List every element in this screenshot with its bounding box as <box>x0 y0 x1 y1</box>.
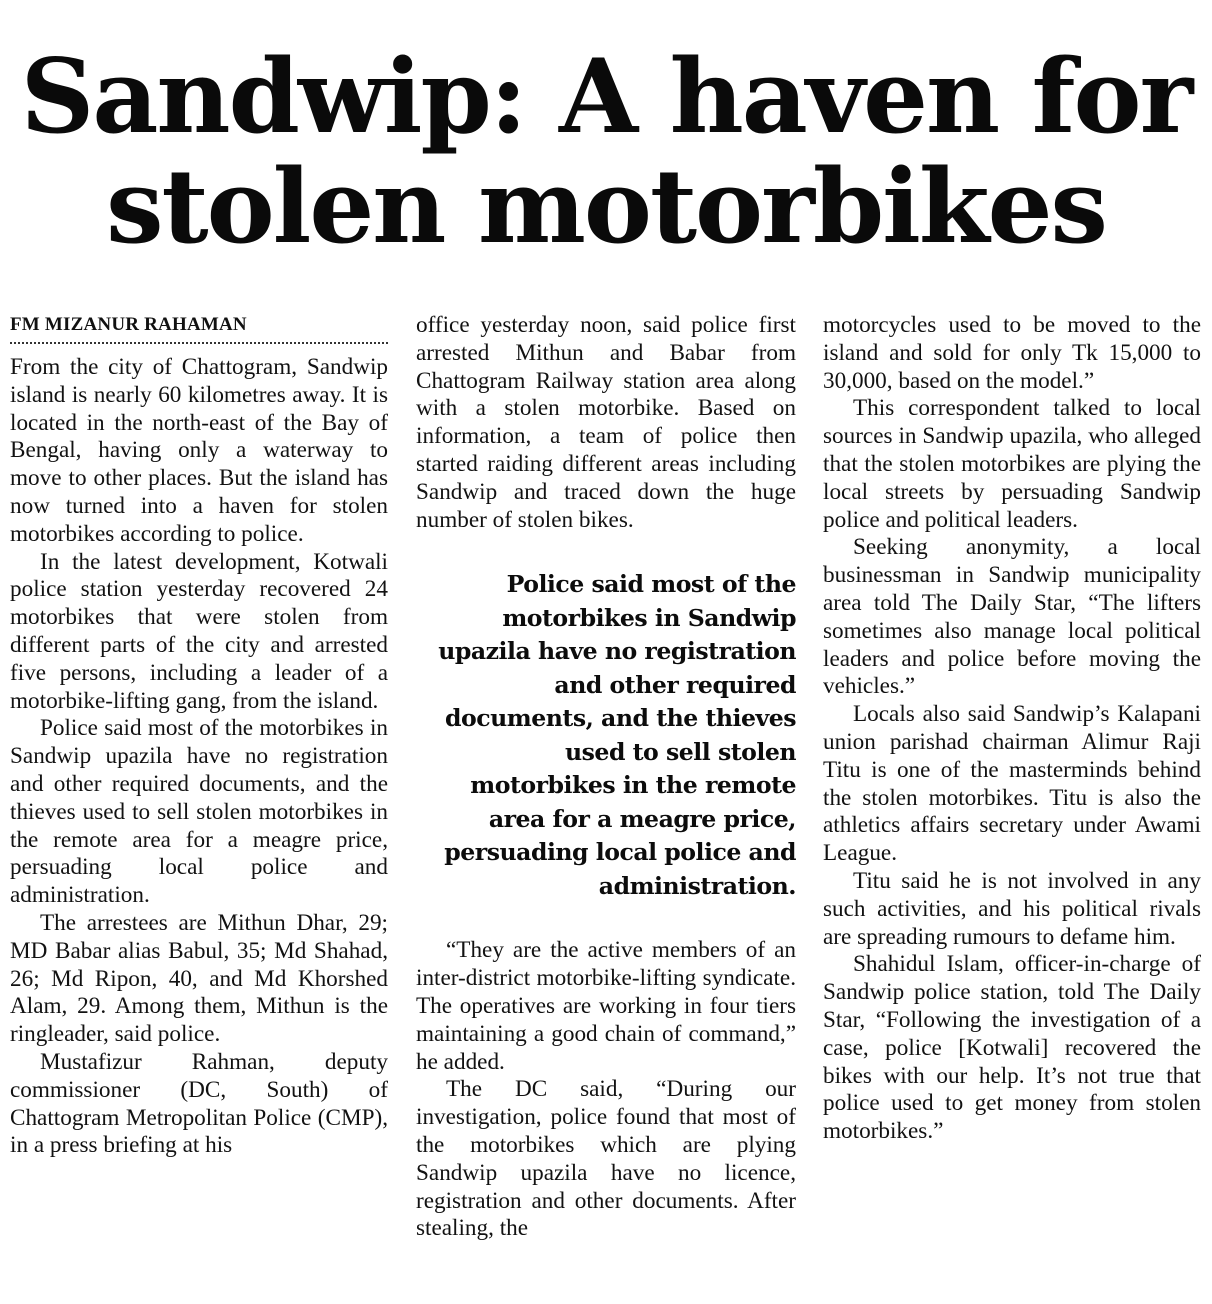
paragraph: From the city of Chattogram, Sandwip island is nearly 60 kilometres away. It is located in the north-east of the Bay of Bengal, having only a waterway to move to other places. But the island has now turned into a haven for stolen motorbikes according to police. <box>10 354 388 547</box>
paragraph: Police said most of the motorbikes in Sandwip upazila have no registration and other required documents, and the thieves used to sell stolen motorbikes in the remote area for a meagre price, persuading local police and administration. <box>10 715 388 909</box>
paragraph: This correspondent talked to local sources in Sandwip upazila, who alleged that the stolen motorbikes are plying the local streets by persuading Sandwip police and political leaders. <box>823 395 1201 533</box>
column-3 <box>823 312 1201 1296</box>
column-2 <box>416 312 796 1296</box>
byline: FM MIZANUR RAHAMAN <box>10 314 247 335</box>
paragraph: Seeking anonymity, a local businessman in Sandwip municipality area told The Daily Star, “The lifters sometimes also manage local political leaders and police before moving the vehicles.” <box>823 534 1201 700</box>
paragraph: Titu said he is not involved in any such activities, and his political rivals are spreading rumours to defame him. <box>823 867 1201 950</box>
headline-line-2: stolen motorbikes <box>106 147 1106 267</box>
paragraph: Shahidul Islam, officer-in-charge of Sandwip police station, told The Daily Star, “Following the investigation of a case, police [Kotwali] recovered the bikes with our help. It’s not true that police used to get money from stolen motorbikes.” <box>823 951 1201 1145</box>
paragraph: Locals also said Sandwip’s Kalapani union parishad chairman Alimur Raji Titu is one of the masterminds behind the stolen motorbikes. Titu is also the athletics affairs secretary under Awami League. <box>823 701 1201 867</box>
byline-divider <box>10 342 388 344</box>
headline-line-1: Sandwip: A haven for <box>20 37 1192 157</box>
paragraph: Mustafizur Rahman, deputy commissioner (DC, South) of Chattogram Metropolitan Police (CMP), in a press briefing at his <box>10 1048 388 1159</box>
paragraph: The arrestees are Mithun Dhar, 29; MD Babar alias Babul, 35; Md Shahad, 26; Md Ripon, 40, and Md Khorshed Alam, 29. Among them, Mithun is the ringleader, said police. <box>10 909 388 1048</box>
paragraph: motorcycles used to be moved to the island and sold for only Tk 15,000 to 30,000, based on the model.” <box>823 312 1201 394</box>
paragraph: The DC said, “During our investigation, police found that most of the motorbikes which are plying Sandwip upazila have no licence, registration and other documents. After stealing, the <box>416 1076 796 1242</box>
paragraph: office yesterday noon, said police first arrested Mithun and Babar from Chattogram Railway station area along with a stolen motorbike. Based on information, a team of police then started raiding different areas including Sandwip and traced down the huge number of stolen bikes. <box>416 312 796 533</box>
pull-quote: Police said most of the motorbikes in Sandwip upazila have no registration and other required documents, and the thieves used to sell stolen motorbikes in the remote area for a meagre price, persuading local police and administration. <box>438 570 796 900</box>
column-1 <box>10 312 388 1296</box>
headline <box>10 37 1202 267</box>
paragraph: In the latest development, Kotwali police station yesterday recovered 24 motorbikes that were stolen from different parts of the city and arrested five persons, including a leader of a motorbike-lifting gang, from the island. <box>10 548 388 714</box>
paragraph: “They are the active members of an inter-district motorbike-lifting syndicate. The operatives are working in four tiers maintaining a good chain of command,” he added. <box>416 937 796 1075</box>
